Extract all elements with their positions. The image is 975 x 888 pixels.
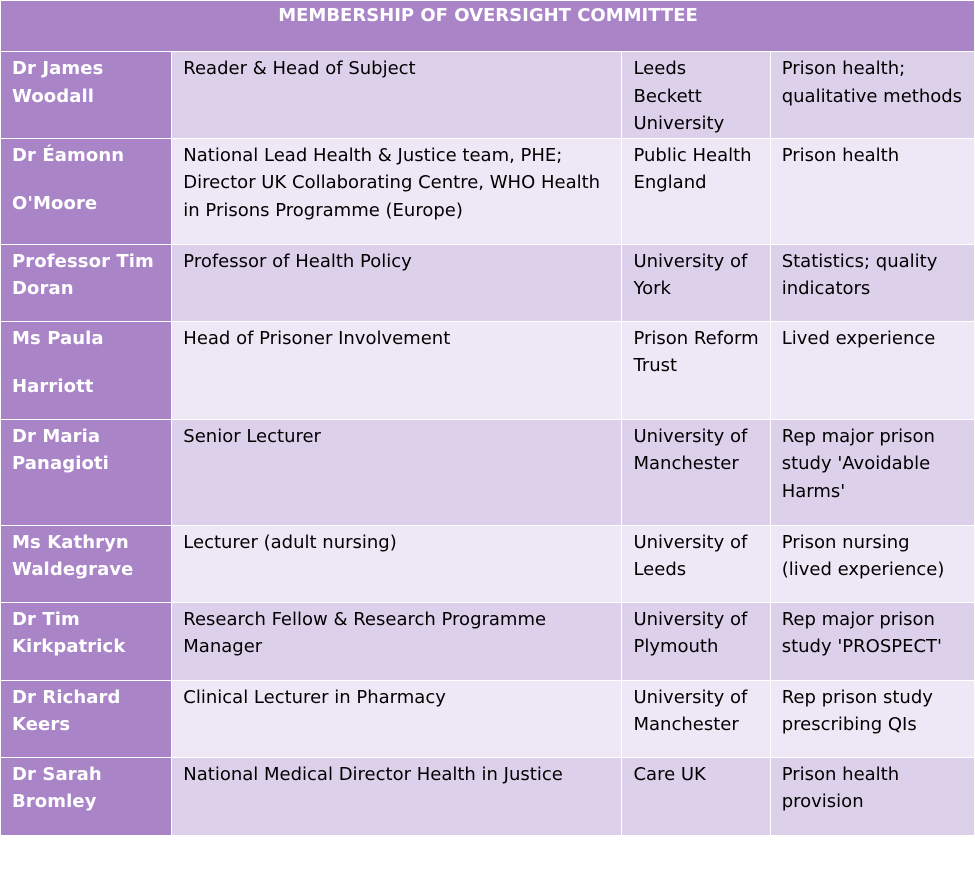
member-organisation: Leeds Beckett University (622, 52, 770, 139)
member-expertise: Prison health; qualitative methods (770, 52, 974, 139)
member-name: Dr Maria Panagioti (1, 419, 172, 525)
member-role: Clinical Lecturer in Pharmacy (172, 680, 622, 757)
member-name: Professor Tim Doran (1, 244, 172, 321)
member-expertise: Rep prison study prescribing QIs (770, 680, 974, 757)
table-row (1, 757, 975, 835)
member-role: Reader & Head of Subject (172, 52, 622, 139)
member-expertise: Rep major prison study 'Avoidable Harms' (770, 419, 974, 525)
member-expertise: Prison nursing (lived experience) (770, 525, 974, 602)
member-organisation: University of Manchester (622, 419, 770, 525)
member-organisation: Prison Reform Trust (622, 321, 770, 419)
member-organisation: Public Health England (622, 138, 770, 244)
member-name: Dr James Woodall (1, 52, 172, 139)
table-row (1, 419, 975, 525)
table-title: MEMBERSHIP OF OVERSIGHT COMMITTEE (1, 1, 975, 52)
table-row (1, 244, 975, 321)
table-row (1, 680, 975, 757)
member-name: Dr Tim Kirkpatrick (1, 602, 172, 680)
table-row (1, 321, 975, 419)
member-organisation: University of Leeds (622, 525, 770, 602)
member-organisation: University of Plymouth (622, 602, 770, 680)
member-name: Ms Paula Harriott (1, 321, 172, 419)
member-name: Dr Éamonn O'Moore (1, 138, 172, 244)
member-expertise: Prison health provision (770, 757, 974, 835)
member-expertise: Rep major prison study 'PROSPECT' (770, 602, 974, 680)
member-role: Research Fellow & Research Programme Manager (172, 602, 622, 680)
member-organisation: Care UK (622, 757, 770, 835)
member-expertise: Lived experience (770, 321, 974, 419)
member-role: Senior Lecturer (172, 419, 622, 525)
member-role: National Medical Director Health in Justice (172, 757, 622, 835)
member-name: Ms Kathryn Waldegrave (1, 525, 172, 602)
table-header-row (1, 1, 975, 52)
table-row (1, 52, 975, 139)
member-role: Head of Prisoner Involvement (172, 321, 622, 419)
member-name: Dr Sarah Bromley (1, 757, 172, 835)
member-role: National Lead Health & Justice team, PHE; Director UK Collaborating Centre, WHO Health in Prisons Programme (Europe) (172, 138, 622, 244)
member-organisation: University of York (622, 244, 770, 321)
table-row (1, 525, 975, 602)
member-organisation: University of Manchester (622, 680, 770, 757)
table-row (1, 602, 975, 680)
member-expertise: Statistics; quality indicators (770, 244, 974, 321)
member-name: Dr Richard Keers (1, 680, 172, 757)
member-expertise: Prison health (770, 138, 974, 244)
member-role: Professor of Health Policy (172, 244, 622, 321)
member-role: Lecturer (adult nursing) (172, 525, 622, 602)
table-row (1, 138, 975, 244)
